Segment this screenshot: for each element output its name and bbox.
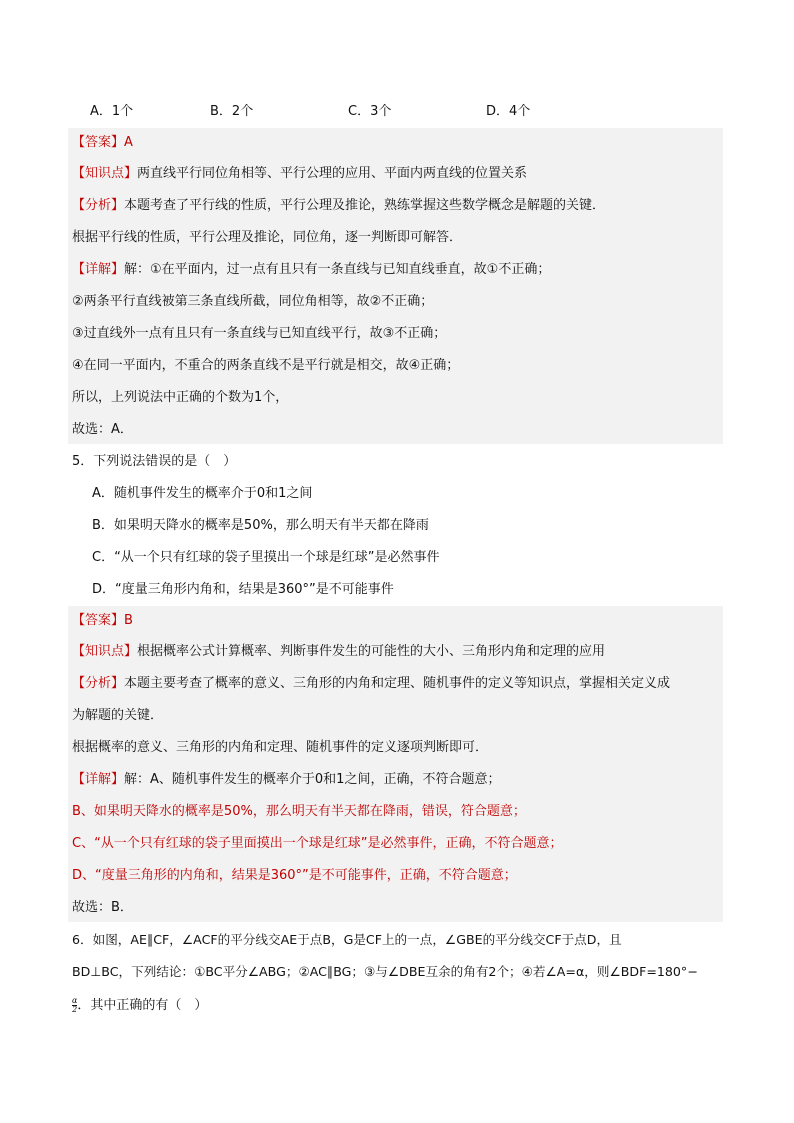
q5-detail-line-1	[72, 770, 500, 790]
q4-analysis-line	[72, 196, 605, 216]
q4-option-d: D．4个	[486, 104, 531, 119]
answer-tag: 【答案】	[72, 135, 125, 150]
analysis-tag: 【分析】	[72, 198, 125, 213]
fraction-denominator: 2	[72, 1005, 78, 1014]
analysis-text: 本题考查了平行线的性质，平行公理及推论，熟练掌握这些数学概念是解题的关键．	[124, 198, 606, 213]
q4-option-a: A．1个	[90, 104, 134, 119]
q5-stem: 5．下列说法错误的是（ ）	[72, 454, 237, 469]
q4-option-b: B．2个	[210, 104, 254, 119]
knowledge-text: 两直线平行同位角相等、平行公理的应用、平面内两直线的位置关系	[137, 166, 528, 181]
analysis-tag: 【分析】	[72, 676, 125, 691]
fraction-numerator: α	[72, 996, 78, 1005]
q5-detail-line-4: D、“度量三角形的内角和，结果是360°”是不可能事件，正确，不符合题意；	[72, 868, 517, 883]
analysis-text: 本题主要考查了概率的意义、三角形的内角和定理、随机事件的定义等知识点，掌握相关定义成	[124, 676, 671, 691]
q6-stem-line-1: 6．如图，AE∥CF，∠ACF的平分线交AE于点B，G是CF上的一点，∠GBE的平分线交CF于点D，且	[72, 932, 622, 947]
knowledge-text: 根据概率公式计算概率、判断事件发生的可能性的大小、三角形内角和定理的应用	[137, 644, 606, 659]
q4-detail-line-6: 故选：A．	[72, 422, 133, 437]
knowledge-tag: 【知识点】	[72, 644, 138, 659]
detail-text: 解：A、随机事件发生的概率介于0和1之间，正确，不符合题意；	[124, 772, 501, 787]
q4-detail-line-4: ④在同一平面内，不重合的两条直线不是平行就是相交，故④正确；	[72, 358, 460, 373]
q5-detail-line-2: B、如果明天降水的概率是50%，那么明天有半天都在降雨，错误，符合题意；	[72, 804, 526, 819]
q5-option-a: A．随机事件发生的概率介于0和1之间	[92, 486, 313, 501]
q4-detail-line-2: ②两条平行直线被第三条直线所截，同位角相等，故②不正确；	[72, 294, 434, 309]
q5-option-c: C．“从一个只有红球的袋子里摸出一个球是红球”是必然事件	[92, 550, 440, 565]
answer-value: B	[124, 613, 133, 628]
q4-knowledge-line	[72, 164, 527, 184]
q4-answer-line	[72, 133, 133, 153]
q5-detail-line-3: C、“从一个只有红球的袋子里面摸出一个球是红球”是必然事件，正确，不符合题意；	[72, 836, 563, 851]
q6-stem-line-2: BD⊥BC，下列结论：①BC平分∠ABG；②AC∥BG；③与∠DBE互余的角有2个；④若∠A=α，则∠BDF=180°−	[72, 964, 698, 979]
knowledge-tag: 【知识点】	[72, 166, 138, 181]
q4-detail-line-5: 所以，上列说法中正确的个数为1个，	[72, 390, 289, 405]
q5-option-b: B．如果明天降水的概率是50%，那么明天有半天都在降雨	[92, 518, 429, 533]
q6-stem-tail: ．其中正确的有（ ）	[77, 998, 208, 1013]
q5-knowledge-line	[72, 642, 605, 662]
detail-tag: 【详解】	[72, 262, 125, 277]
q4-analysis-line-2: 根据平行线的性质，平行公理及推论，同位角，逐一判断即可解答．	[72, 230, 463, 245]
answer-tag: 【答案】	[72, 613, 125, 628]
q4-option-c: C．3个	[348, 104, 392, 119]
detail-tag: 【详解】	[72, 772, 125, 787]
q5-analysis-line	[72, 674, 670, 694]
q4-options	[90, 102, 650, 122]
answer-value: A	[124, 135, 133, 150]
q6-stem-line-3	[72, 996, 207, 1016]
q5-analysis-line-2: 根据概率的意义、三角形的内角和定理、随机事件的定义逐项判断即可．	[72, 740, 489, 755]
q5-analysis-line-cont: 为解题的关键．	[72, 708, 164, 723]
q5-detail-line-5: 故选：B．	[72, 900, 133, 915]
q5-answer-line	[72, 611, 133, 631]
q4-detail-line-3: ③过直线外一点有且只有一条直线与已知直线平行，故③不正确；	[72, 326, 447, 341]
q5-option-d: D．“度量三角形内角和，结果是360°”是不可能事件	[92, 582, 394, 597]
detail-text: 解：①在平面内，过一点有且只有一条直线与已知直线垂直，故①不正确；	[124, 262, 551, 277]
q4-detail-line-1	[72, 260, 550, 280]
